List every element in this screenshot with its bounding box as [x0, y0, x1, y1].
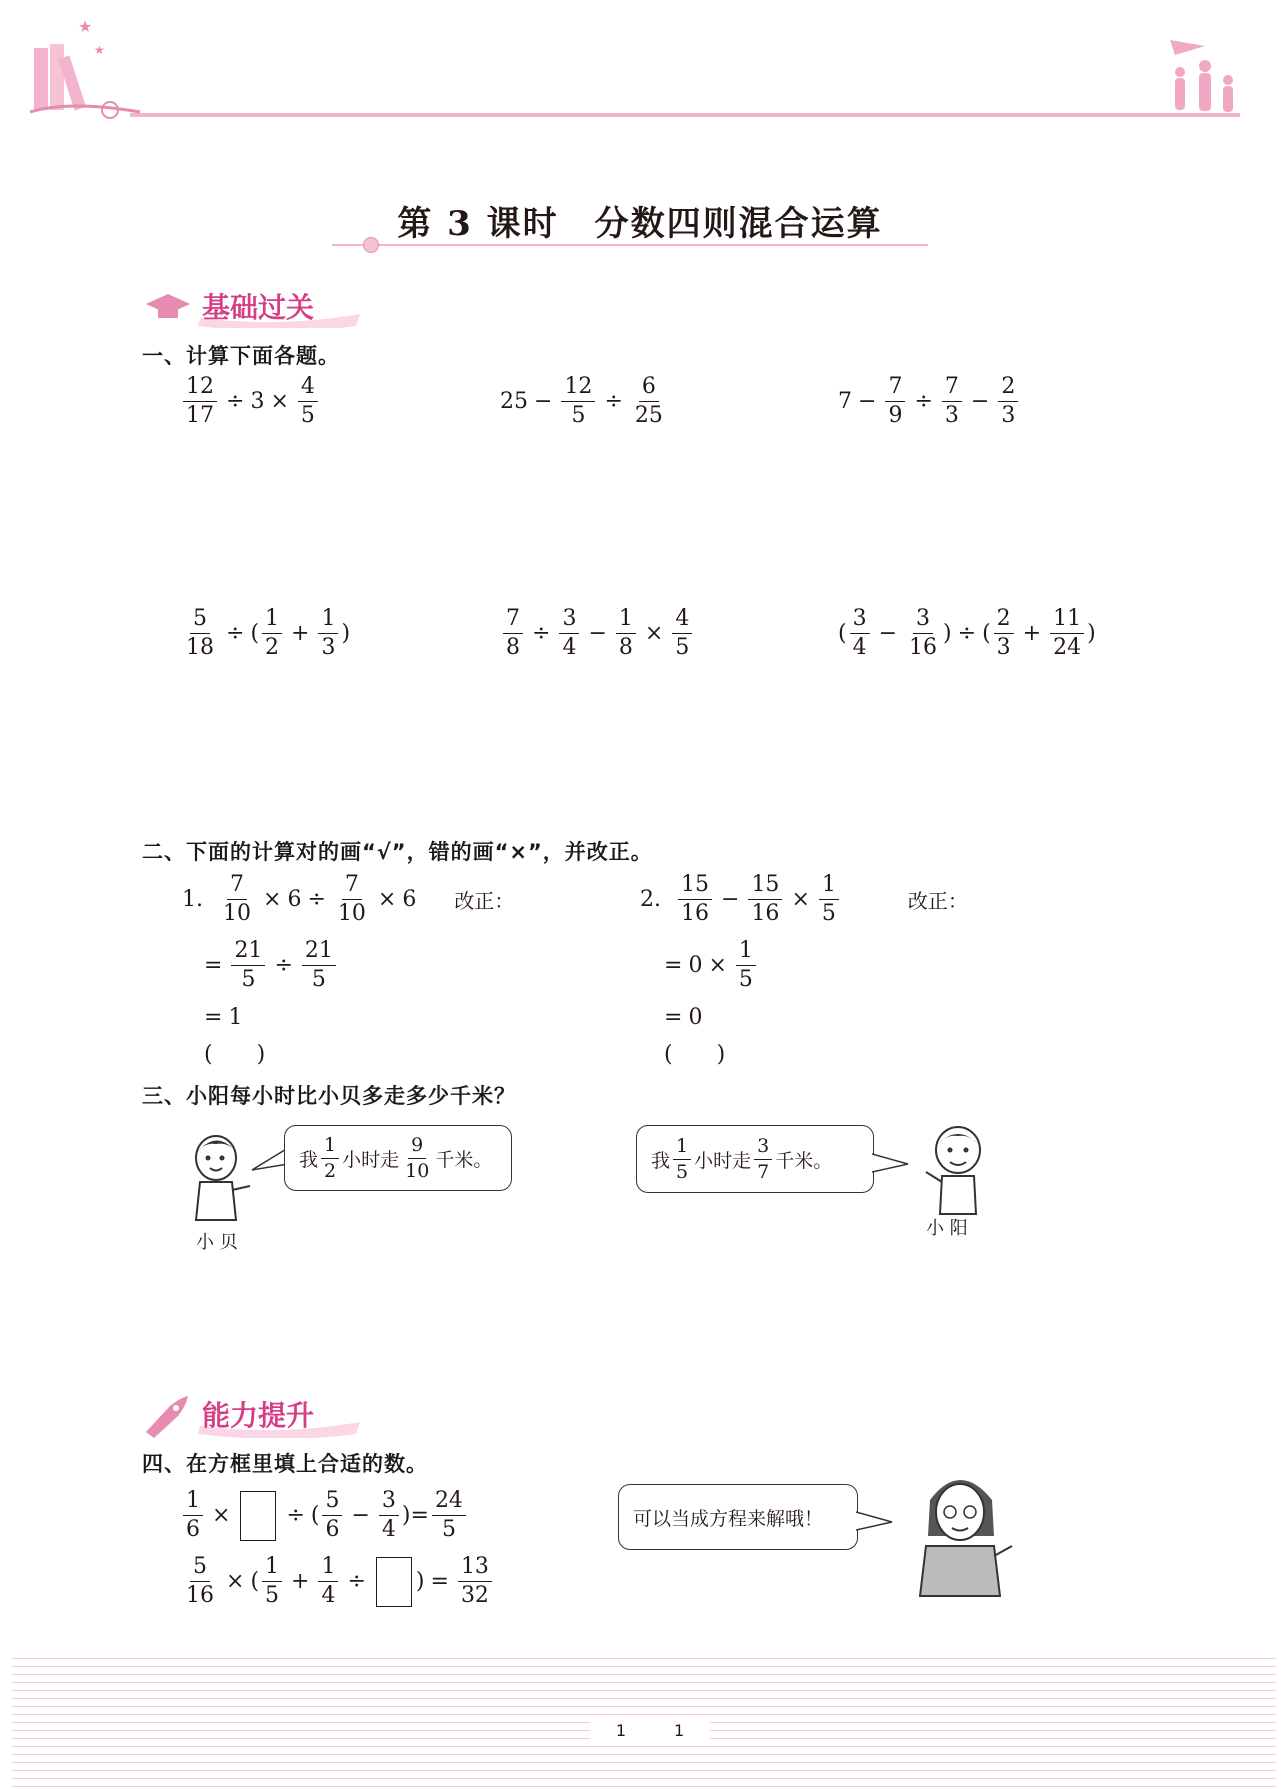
speech-bubble-tail-right	[872, 1150, 912, 1180]
title-underline-dot	[363, 237, 379, 253]
fraction: $\frac{24}{5}$	[432, 1490, 466, 1541]
fraction: $\frac{7}{3}$	[942, 376, 962, 427]
header-decoration	[0, 0, 1287, 140]
fraction: $\frac{3}{4}$	[379, 1490, 399, 1541]
fraction: $\frac{1}{2}$	[321, 1136, 339, 1181]
teacher-illustration	[900, 1460, 1020, 1600]
fraction: $\frac{1}{5}$	[673, 1137, 691, 1182]
q1-expression-5: $\frac{7}{8}$ ÷ $\frac{3}{4}$ − $\frac{1}{8}$ × $\frac{4}{5}$	[500, 608, 695, 659]
question-4-title: 四、在方框里填上合适的数。	[142, 1452, 428, 1476]
q2-problem-1-line-2: = $\frac{21}{5}$ ÷ $\frac{21}{5}$	[204, 940, 339, 991]
fraction: $\frac{2}{3}$	[994, 608, 1014, 659]
section-title-advanced: 能力提升	[202, 1399, 315, 1432]
fraction: $\frac{12}{17}$	[183, 376, 217, 427]
fraction: $\frac{15}{16}$	[678, 874, 712, 925]
fraction: $\frac{21}{5}$	[231, 940, 265, 991]
fraction: $\frac{3}{7}$	[754, 1137, 772, 1182]
fraction: $\frac{2}{3}$	[998, 376, 1018, 427]
answer-box[interactable]	[240, 1491, 276, 1541]
question-1-title: 一、计算下面各题。	[142, 344, 340, 368]
teacher-hint-text: 可以当成方程来解哦！	[633, 1507, 824, 1530]
fraction: $\frac{5}{6}$	[322, 1490, 342, 1541]
section-title-basic: 基础过关	[202, 291, 315, 324]
q1-expression-6: ( $\frac{3}{4}$ − $\frac{3}{16}$ ) ÷ ( $\frac{2}{3}$ + $\frac{11}{24}$ )	[838, 606, 1096, 660]
books-flower-logo	[30, 17, 140, 118]
fraction: $\frac{15}{16}$	[748, 874, 782, 925]
page-title	[300, 196, 980, 245]
svg-text:★: ★	[78, 17, 93, 36]
fraction: $\frac{7}{10}$	[223, 872, 251, 926]
q1-expression-1: $\frac{12}{17}$ ÷ 3 × $\frac{4}{5}$	[180, 376, 321, 427]
fraction: $\frac{12}{5}$	[561, 376, 595, 427]
q2-problem-2-line-3: = 0	[664, 1005, 703, 1030]
fraction: $\frac{1}{5}$	[819, 874, 839, 925]
fraction: $\frac{4}{5}$	[298, 376, 318, 427]
fraction: $\frac{1}{4}$	[318, 1556, 338, 1607]
q1-expression-2: 25 − $\frac{12}{5}$ ÷ $\frac{6}{25}$	[500, 376, 669, 427]
q2-problem-1-line-1: 1. $\frac{7}{10}$ × 6 ÷ $\frac{7}{10}$ × 6 改正：	[182, 872, 515, 926]
fraction: $\frac{3}{16}$	[909, 606, 938, 660]
page-title-text: 第 3 课时 分数四则混合运算	[397, 204, 883, 244]
section-badge-advanced	[140, 1392, 370, 1438]
speech-bubble-teacher	[618, 1484, 858, 1550]
speech-bubble-xiaobei: 我 $\frac{1}{2}$ 小时走 $\frac{9}{10}$ 千米。	[284, 1125, 512, 1191]
fraction: $\frac{7}{8}$	[503, 608, 523, 659]
fraction: $\frac{1}{8}$	[616, 608, 636, 659]
svg-text:★: ★	[94, 43, 105, 57]
fraction: $\frac{6}{25}$	[634, 374, 663, 428]
speech-bubble-tail-teacher	[856, 1508, 896, 1538]
fraction: $\frac{1}{5}$	[262, 1556, 282, 1607]
girl-xiaobei-illustration	[178, 1128, 258, 1228]
q4-equation-2: $\frac{5}{16}$ × ( $\frac{1}{5}$ + $\frac{1}{4}$ ÷ ) = $\frac{13}{32}$	[180, 1556, 495, 1607]
q1-expression-4: $\frac{5}{18}$ ÷ ( $\frac{1}{2}$ + $\frac{1}{3}$ )	[180, 608, 350, 659]
speaker-name-xiaobei: 小 贝	[196, 1232, 238, 1253]
q2-problem-2-line-2: = 0 × $\frac{1}{5}$	[664, 940, 759, 991]
q2-problem-2-answer-paren[interactable]: ( )	[664, 1042, 726, 1067]
fraction: $\frac{1}{6}$	[183, 1490, 203, 1541]
kids-kite-silhouette	[1170, 40, 1233, 112]
q2-problem-1-answer-paren[interactable]: ( )	[204, 1042, 266, 1067]
fraction: $\frac{5}{18}$	[186, 606, 214, 660]
boy-xiaoyang-illustration	[918, 1118, 998, 1218]
fraction: $\frac{1}{5}$	[736, 940, 756, 991]
q1-expression-3: 7 − $\frac{7}{9}$ ÷ $\frac{7}{3}$ − $\frac{2}{3}$	[838, 376, 1021, 427]
fraction: $\frac{11}{24}$	[1050, 608, 1084, 659]
speaker-name-xiaoyang: 小 阳	[926, 1218, 968, 1239]
fraction: $\frac{3}{4}$	[850, 608, 870, 659]
q2-problem-2-line-1: 2. $\frac{15}{16}$ − $\frac{15}{16}$ × $\frac{1}{5}$ 改正：	[640, 872, 968, 926]
fraction: $\frac{13}{32}$	[458, 1556, 492, 1607]
question-2-title: 二、下面的计算对的画“√”，错的画“×”，并改正。	[142, 840, 653, 864]
page-number: 1 1	[590, 1718, 710, 1741]
fraction: $\frac{4}{5}$	[672, 608, 692, 659]
title-underline	[332, 244, 928, 246]
fraction: $\frac{7}{10}$	[337, 872, 366, 926]
fraction: $\frac{21}{5}$	[302, 940, 336, 991]
fraction: $\frac{1}{3}$	[318, 608, 338, 659]
fraction: $\frac{9}{10}$	[405, 1133, 430, 1182]
fraction: $\frac{3}{4}$	[559, 608, 579, 659]
fraction: $\frac{1}{2}$	[262, 608, 282, 659]
answer-box[interactable]	[376, 1557, 412, 1607]
section-badge-basic	[140, 284, 370, 328]
speech-bubble-xiaoyang: 我 $\frac{1}{5}$ 小时走 $\frac{3}{7}$ 千米。	[636, 1125, 874, 1193]
question-3-title: 三、小阳每小时比小贝多走多少千米？	[142, 1084, 516, 1108]
q2-problem-1-line-3: = 1	[204, 1005, 243, 1030]
q4-equation-1: $\frac{1}{6}$ × ÷ ( $\frac{5}{6}$ − $\frac{3}{4}$ )= $\frac{24}{5}$	[180, 1490, 469, 1541]
fraction: $\frac{5}{16}$	[186, 1554, 214, 1608]
fraction: $\frac{7}{9}$	[885, 376, 905, 427]
